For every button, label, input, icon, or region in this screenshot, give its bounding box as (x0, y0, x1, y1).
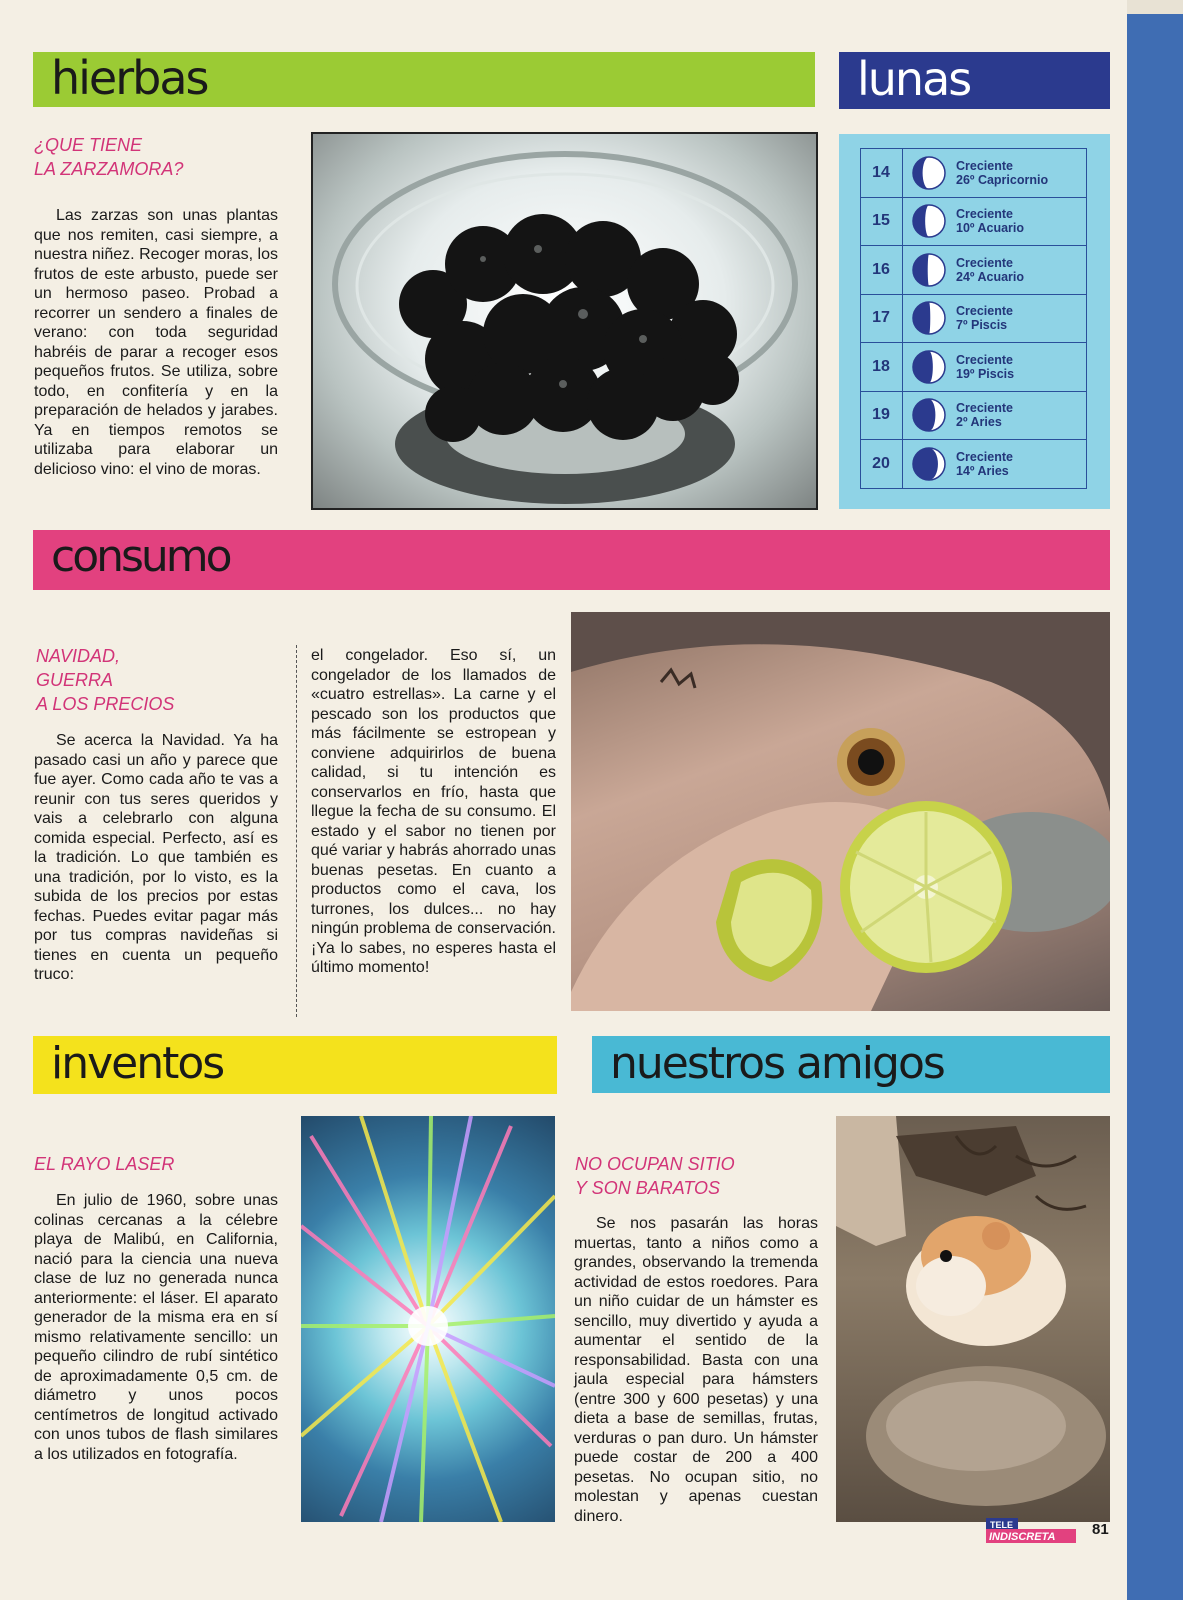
lunas-banner-title: lunas (857, 52, 971, 106)
logo-top-text: TELE (990, 1520, 1014, 1530)
consumo-heading (36, 644, 276, 716)
page-edge-top (1127, 0, 1183, 14)
lunas-row (860, 148, 1086, 197)
laser-photo (301, 1116, 555, 1522)
inventos-banner-title: inventos (51, 1038, 224, 1089)
lunas-text (956, 256, 1024, 284)
moon-phase-icon (902, 446, 956, 482)
moon-phase-icon (902, 252, 956, 288)
logo-bottom-text: INDISCRETA (989, 1531, 1056, 1543)
lunas-phase: Creciente (956, 207, 1013, 222)
laser-burst-illustration (301, 1116, 555, 1522)
lunas-phase: Creciente (956, 352, 1013, 367)
blackberry-illustration (313, 134, 816, 508)
lunas-sign: 19º Piscis (956, 366, 1015, 381)
column-divider (296, 645, 297, 1017)
logo-graphic (986, 1518, 1076, 1544)
hierbas-heading-line: LA ZARZAMORA? (34, 159, 184, 179)
lunas-row (860, 197, 1086, 246)
amigos-heading-line: Y SON BARATOS (575, 1178, 721, 1198)
lunas-sign: 24º Acuario (956, 269, 1025, 284)
inventos-heading (34, 1152, 274, 1176)
inventos-heading-line: EL RAYO LASER (34, 1154, 175, 1174)
inventos-body: En julio de 1960, sobre unas colinas cercanas a la célebre playa de Malibú, en California, nació para la ciencia una nueva clase de luz no generada nunca anteriormente: el láser. El aparato generador de la misma era en sí mismo relativamente sencillo: un pequeño cilindro de rubí sintético de aproximadamente 0,5 cm. de diámetro y unos pocos centímetros de longitud activado con unos tubos de flash similares a los utilizados en fotografía. (34, 1192, 278, 1463)
amigos-heading (575, 1152, 815, 1200)
consumo-heading-line: GUERRA (36, 670, 114, 690)
fish-illustration (571, 612, 1110, 1011)
lunas-text (956, 159, 1048, 187)
consumo-banner (33, 530, 1110, 590)
lunas-phase: Creciente (956, 401, 1013, 416)
moon-phase-icon (902, 155, 956, 191)
lunas-sign: 14º Aries (956, 463, 1009, 478)
amigos-banner-title: nuestros amigos (610, 1038, 944, 1089)
lunas-table (839, 134, 1110, 509)
lunas-row (860, 439, 1086, 489)
lunas-day: 20 (872, 454, 890, 472)
lunas-text (956, 207, 1024, 235)
hierbas-banner-title: hierbas (51, 51, 208, 105)
lunas-text (956, 304, 1013, 332)
hierbas-body: Las zarzas son unas plantas que nos remiten, casi siempre, a nuestra niñez. Recoger moras, los frutos de este arbusto, puede ser un hermoso paseo. Probad a recorrer un sendero a finales de verano: con toda seguridad habréis de parar a recoger esos pequeños frutos. Se utiliza, sobre todo, en confitería y en la preparación de helados y jarabes. Ya en tiempos remotos se utilizaba para elaborar un delicioso vino: el vino de moras. (34, 207, 278, 478)
lunas-day: 15 (872, 212, 890, 230)
hierbas-heading (34, 133, 274, 181)
moon-phase-icon (902, 349, 956, 385)
amigos-body: Se nos pasarán las horas muertas, tanto a niños como a grandes, observando la tremenda actividad de estos roedores. Para un niño cuidar de un hámster es sencillo, muy divertido y ayuda a aumentar el sentido de la responsabilidad. Basta con una jaula especial para hámsters (entre 300 y 600 pesetas) y una dieta a base de semillas, frutas, verduras o pan duro. Un hámster puede costar de 200 a 400 pesetas. No ocupan sitio, no molestan y apenas cuestan dinero. (574, 1215, 818, 1525)
hierbas-banner (33, 52, 815, 107)
page-number: 81 (1092, 1521, 1109, 1538)
lunas-phase: Creciente (956, 449, 1013, 464)
consumo-banner-title: consumo (51, 531, 230, 582)
page-edge-blue (1127, 0, 1183, 1600)
lunas-day: 17 (872, 309, 890, 327)
fish-and-lime-photo (571, 612, 1110, 1011)
lunas-sign: 7º Piscis (956, 318, 1008, 333)
lunas-text (956, 353, 1014, 381)
lunas-sign: 10º Acuario (956, 221, 1025, 236)
moon-phase-icon (902, 397, 956, 433)
consumo-heading-line: NAVIDAD, (36, 646, 121, 666)
lunas-text (956, 401, 1013, 429)
hamster-illustration (836, 1116, 1110, 1522)
hierbas-heading-line: ¿QUE TIENE (34, 135, 143, 155)
lunas-row (860, 342, 1086, 391)
lunas-sign: 2º Aries (956, 415, 1002, 430)
lunas-phase: Creciente (956, 304, 1013, 319)
lunas-banner (839, 52, 1110, 109)
lunas-day: 19 (872, 406, 890, 424)
blackberry-photo (311, 132, 818, 510)
moon-phase-icon (902, 203, 956, 239)
tele-indiscreta-logo (986, 1518, 1076, 1544)
lunas-row (860, 294, 1086, 343)
consumo-heading-line: A LOS PRECIOS (36, 694, 175, 714)
lunas-text (956, 450, 1013, 478)
moon-phase-icon (902, 300, 956, 336)
inventos-banner (33, 1036, 557, 1094)
lunas-row (860, 245, 1086, 294)
amigos-banner (592, 1036, 1110, 1093)
lunas-sign: 26º Capricornio (956, 172, 1049, 187)
consumo-body-col2: el congelador. Eso sí, un congelador de los llamados de «cuatro estrellas». La carne y el pescado son los productos que más fácilmente se estropean y conviene adquirirlos de buena calidad, si tu intención es conservarlos en frío, hasta que llegue la fecha de su consumo. El estado y el sabor no tienen por qué variar y habrás ahorrado unas buenas pesetas. En cuanto a productos como el cava, los turrones, los dulces... no hay ningún problema de conservación. ¡Ya lo sabes, no esperes hasta el último momento! (311, 647, 556, 976)
lunas-phase: Creciente (956, 158, 1013, 173)
amigos-heading-line: NO OCUPAN SITIO (575, 1154, 735, 1174)
lunas-day: 16 (872, 260, 890, 278)
lunas-day: 18 (872, 357, 890, 375)
lunas-phase: Creciente (956, 255, 1013, 270)
hamster-photo (836, 1116, 1110, 1522)
lunas-day: 14 (872, 163, 890, 181)
consumo-body-col1: Se acerca la Navidad. Ya ha pasado casi un año y parece que fue ayer. Como cada año te vas a reunir con tus seres queridos y vais a celebrarlo con alguna comida especial. Perfecto, así es la tradición. Lo que también es una tradición, por lo visto, es la subida de los precios por estas fechas. Puedes evitar pagar más por tus compras navideñas si tienes en cuenta un pequeño truco: (34, 732, 278, 983)
lunas-grid (860, 148, 1086, 489)
lunas-row (860, 391, 1086, 440)
